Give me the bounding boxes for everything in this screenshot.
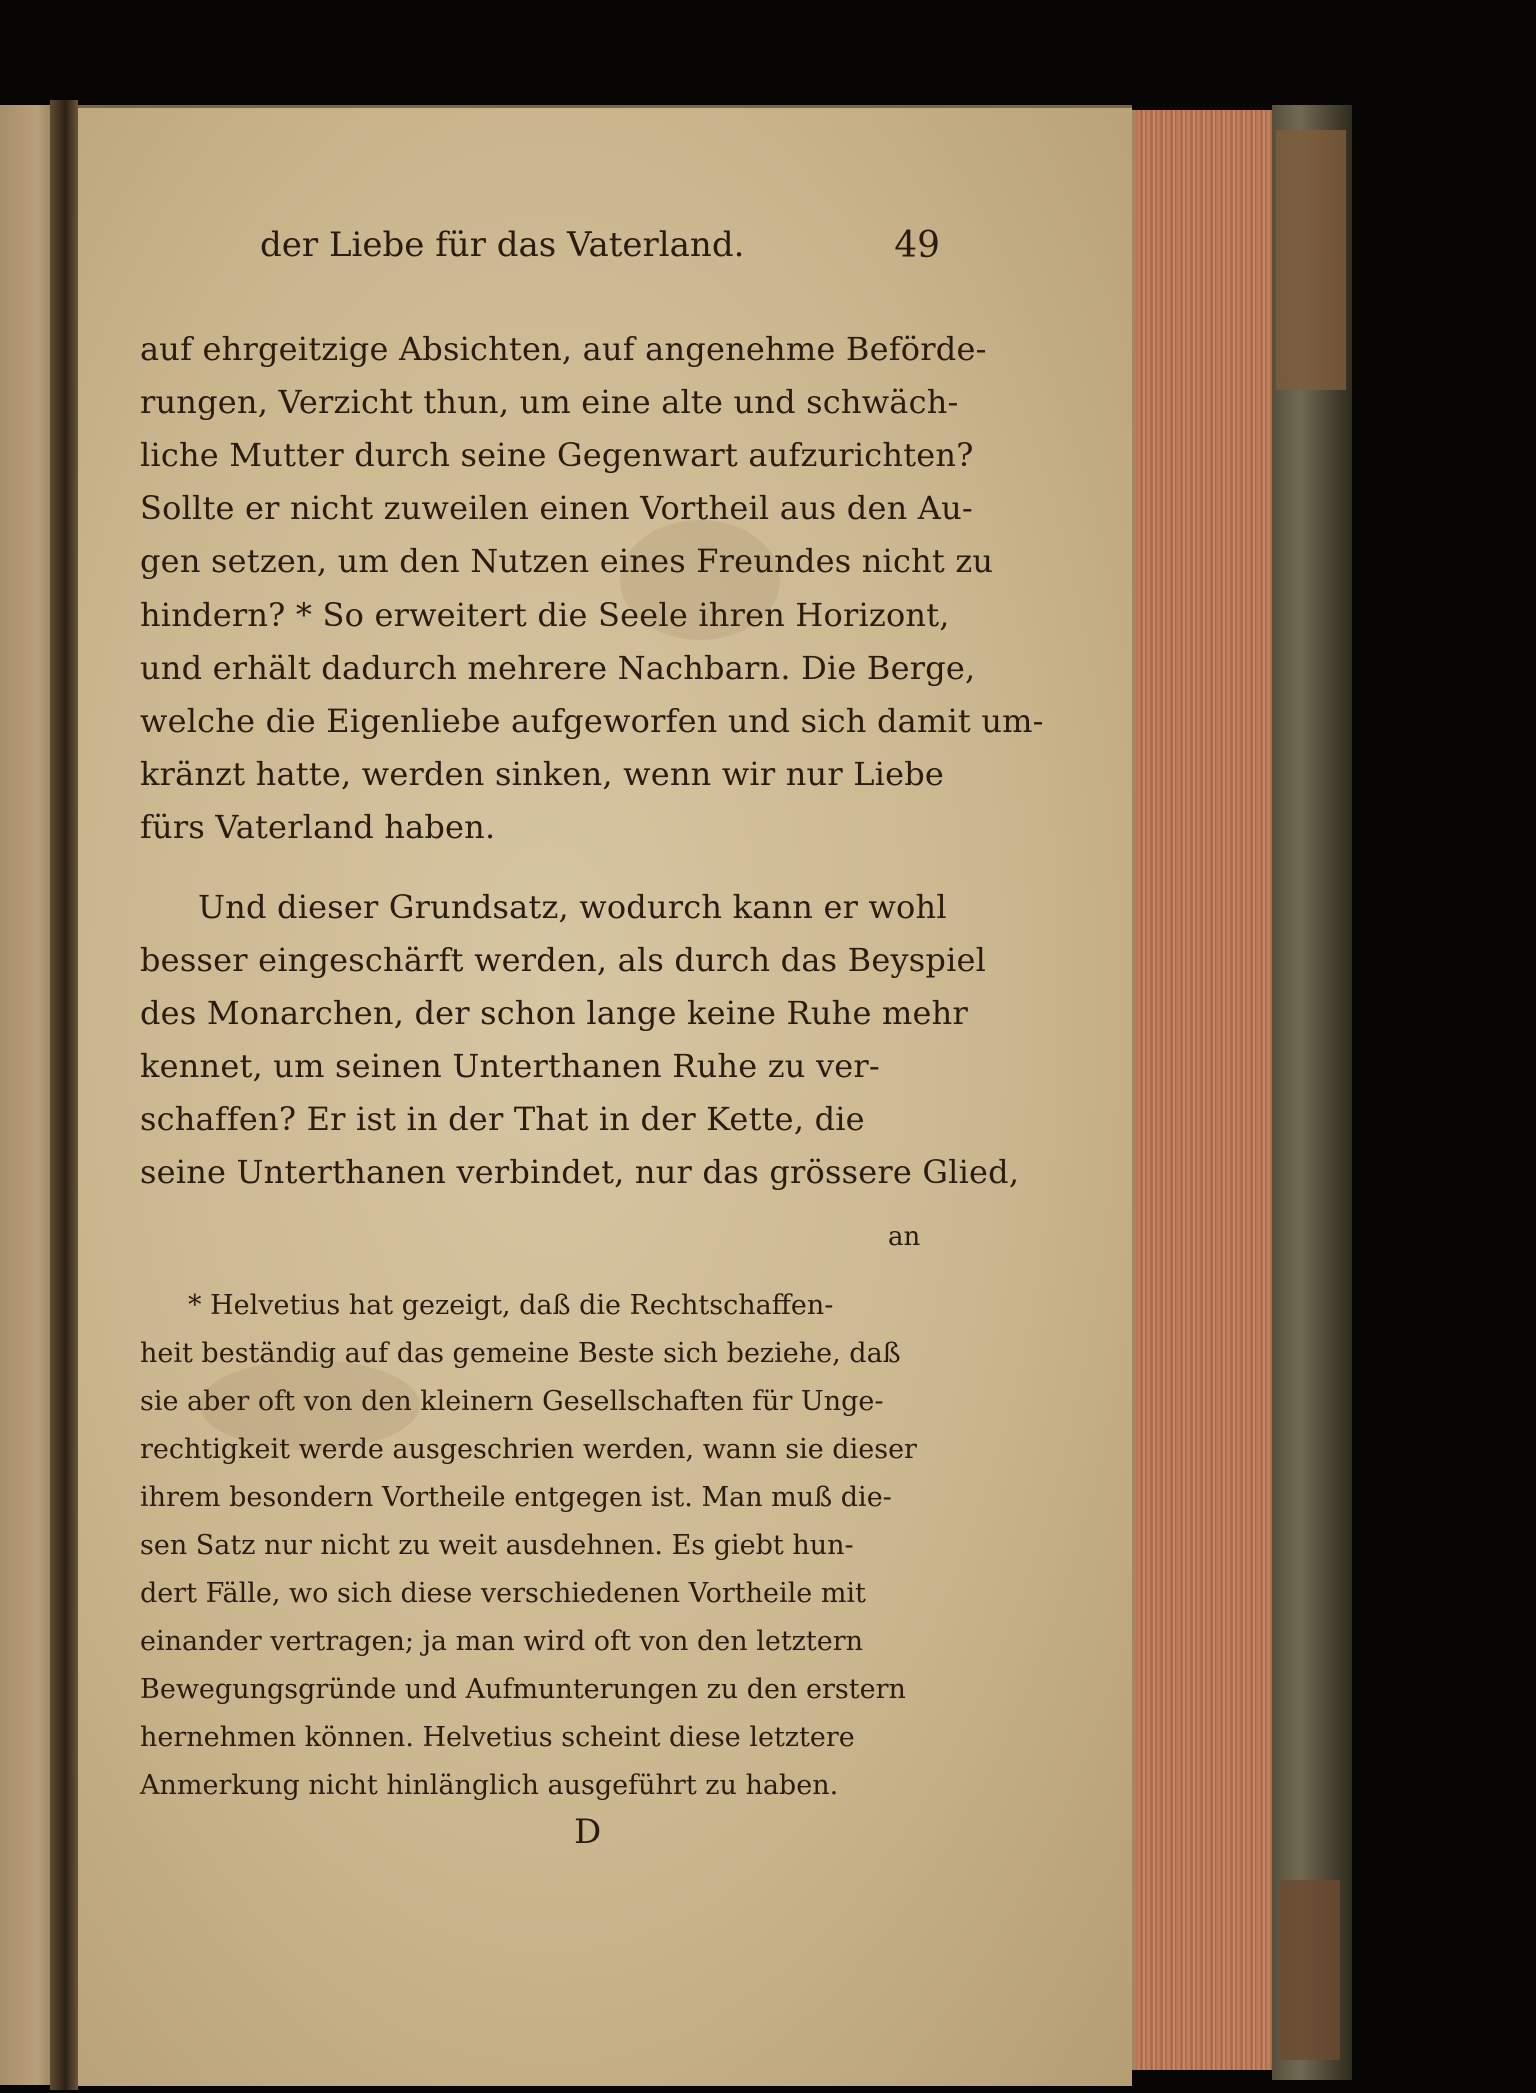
body-line: schaffen? Er ist in der That in der Kette, die bbox=[140, 1100, 865, 1138]
book-cover bbox=[1272, 105, 1352, 2080]
footnote-line: einander vertragen; ja man wird oft von den letztern bbox=[140, 1626, 864, 1657]
body-line: auf ehrgeitzige Absichten, auf angenehme Beförde- bbox=[140, 330, 987, 368]
footnote-line: dert Fälle, wo sich diese verschiedenen Vortheile mit bbox=[140, 1578, 866, 1609]
body-line: hindern? * So erweitert die Seele ihren Horizont, bbox=[140, 596, 950, 634]
body-line: Sollte er nicht zuweilen einen Vortheil aus den Au- bbox=[140, 489, 973, 527]
body-line: rungen, Verzicht thun, um eine alte und schwäch- bbox=[140, 383, 959, 421]
body-line: gen setzen, um den Nutzen eines Freundes nicht zu bbox=[140, 542, 994, 580]
body-line: und erhält dadurch mehrere Nachbarn. Die Berge, bbox=[140, 649, 976, 687]
body-line: seine Unterthanen verbindet, nur das grössere Glied, bbox=[140, 1153, 1020, 1191]
footnote-line: hernehmen können. Helvetius scheint diese letztere bbox=[140, 1722, 855, 1753]
running-title: der Liebe für das Vaterland. bbox=[260, 225, 745, 265]
body-line: Und dieser Grundsatz, wodurch kann er wohl bbox=[198, 888, 947, 926]
footnote-line: heit beständig auf das gemeine Beste sich beziehe, daß bbox=[140, 1338, 901, 1369]
page-number: 49 bbox=[894, 225, 940, 266]
catchword: an bbox=[888, 1222, 921, 1252]
gutter-shadow bbox=[50, 100, 78, 2090]
footnote-line: Anmerkung nicht hinlänglich ausgeführt zu haben. bbox=[140, 1770, 839, 1801]
body-line: kränzt hatte, werden sinken, wenn wir nur Liebe bbox=[140, 755, 945, 793]
cover-wear-top bbox=[1276, 130, 1346, 390]
footnote-line: sie aber oft von den kleinern Gesellschaften für Unge- bbox=[140, 1386, 884, 1417]
cover-wear-bottom bbox=[1280, 1880, 1340, 2060]
footnote-line: ihrem besondern Vortheile entgegen ist. Man muß die- bbox=[140, 1482, 892, 1513]
body-line: kennet, um seinen Unterthanen Ruhe zu ver- bbox=[140, 1047, 880, 1085]
signature-mark: D bbox=[574, 1812, 602, 1852]
body-line: welche die Eigenliebe aufgeworfen und sich damit um- bbox=[140, 702, 1044, 740]
footnote-line: sen Satz nur nicht zu weit ausdehnen. Es giebt hun- bbox=[140, 1530, 854, 1561]
footnote-line: rechtigkeit werde ausgeschrien werden, wann sie dieser bbox=[140, 1434, 917, 1465]
body-line: des Monarchen, der schon lange keine Ruhe mehr bbox=[140, 994, 968, 1032]
footnote-line: Bewegungsgründe und Aufmunterungen zu den erstern bbox=[140, 1674, 906, 1705]
body-line: liche Mutter durch seine Gegenwart aufzurichten? bbox=[140, 436, 974, 474]
page-fore-edge bbox=[1132, 110, 1276, 2070]
footnote-line: * Helvetius hat gezeigt, daß die Rechtschaffen- bbox=[188, 1290, 834, 1321]
body-line: besser eingeschärft werden, als durch das Beyspiel bbox=[140, 941, 987, 979]
body-line: fürs Vaterland haben. bbox=[140, 808, 496, 846]
